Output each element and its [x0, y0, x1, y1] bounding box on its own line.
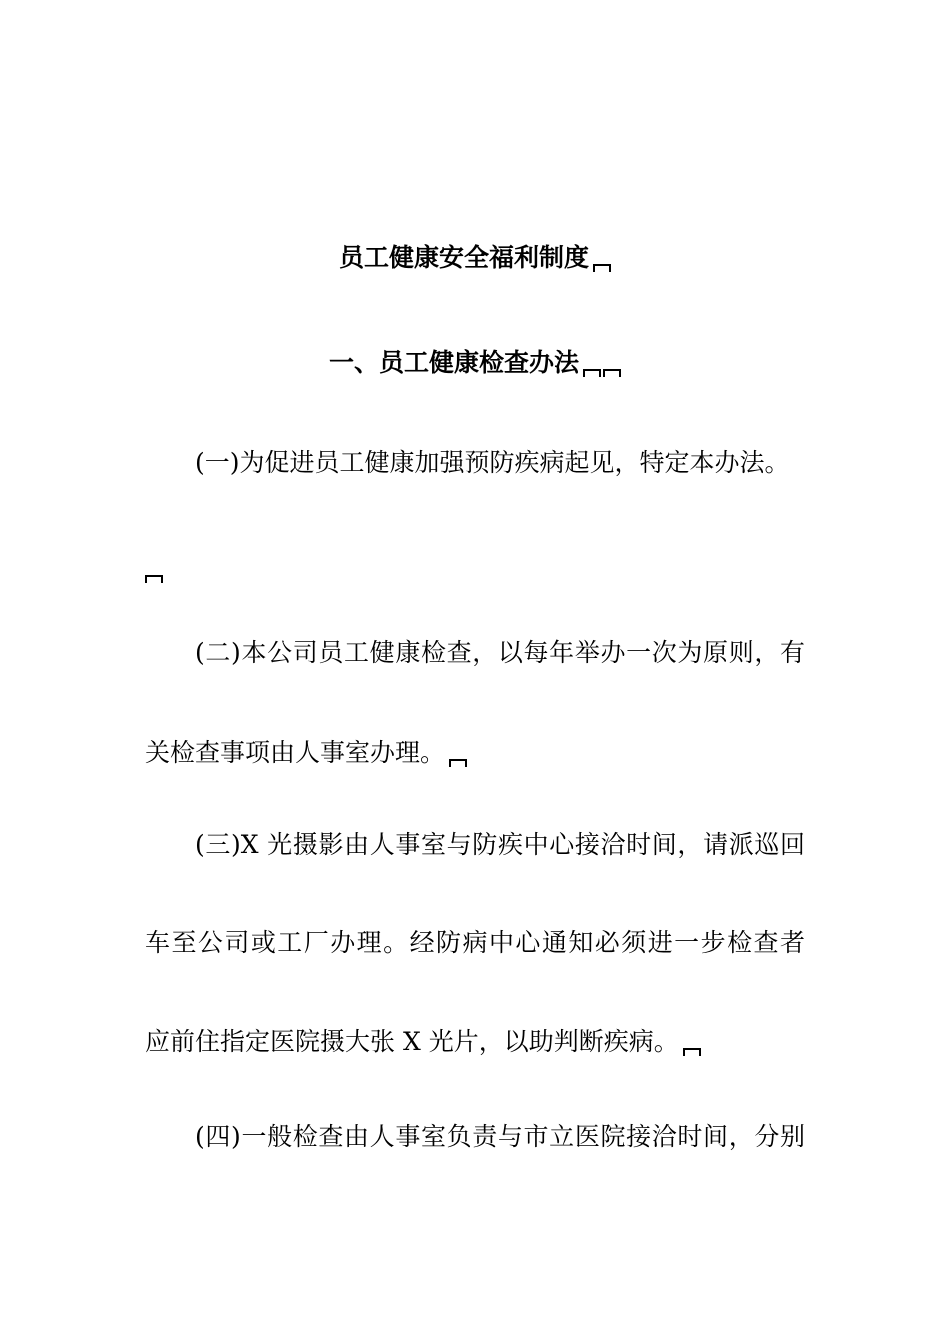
paragraph-mark-icon: [583, 369, 601, 377]
paragraph-2-line-1: (二)本公司员工健康检查，以每年举办一次为原则，有: [195, 638, 805, 667]
paragraph-mark-icon: [603, 369, 621, 377]
paragraph-3-line-1: (三)X 光摄影由人事室与防疾中心接洽时间，请派巡回: [195, 830, 805, 859]
paragraph-3-line-3: 应前住指定医院摄大张 X 光片，以助判断疾病。: [145, 1026, 805, 1058]
paragraph-mark-icon: [145, 575, 163, 583]
paragraph-3-line-2: 车至公司或工厂办理。经防病中心通知必须进一步检查者: [145, 928, 805, 957]
paragraph-mark-icon: [449, 759, 467, 767]
paragraph-4-line-1: (四)一般检查由人事室负责与市立医院接洽时间，分别: [195, 1122, 805, 1151]
paragraph-2-line-2: 关检查事项由人事室办理。: [145, 737, 805, 769]
paragraph-mark-icon: [683, 1048, 701, 1056]
section-heading: 一、员工健康检查办法: [0, 347, 950, 379]
empty-paragraph: [145, 553, 805, 585]
document-title: 员工健康安全福利制度: [0, 242, 950, 274]
paragraph-1: (一)为促进员工健康加强预防疾病起见，特定本办法。: [195, 448, 790, 477]
paragraph-mark-icon: [593, 264, 611, 272]
